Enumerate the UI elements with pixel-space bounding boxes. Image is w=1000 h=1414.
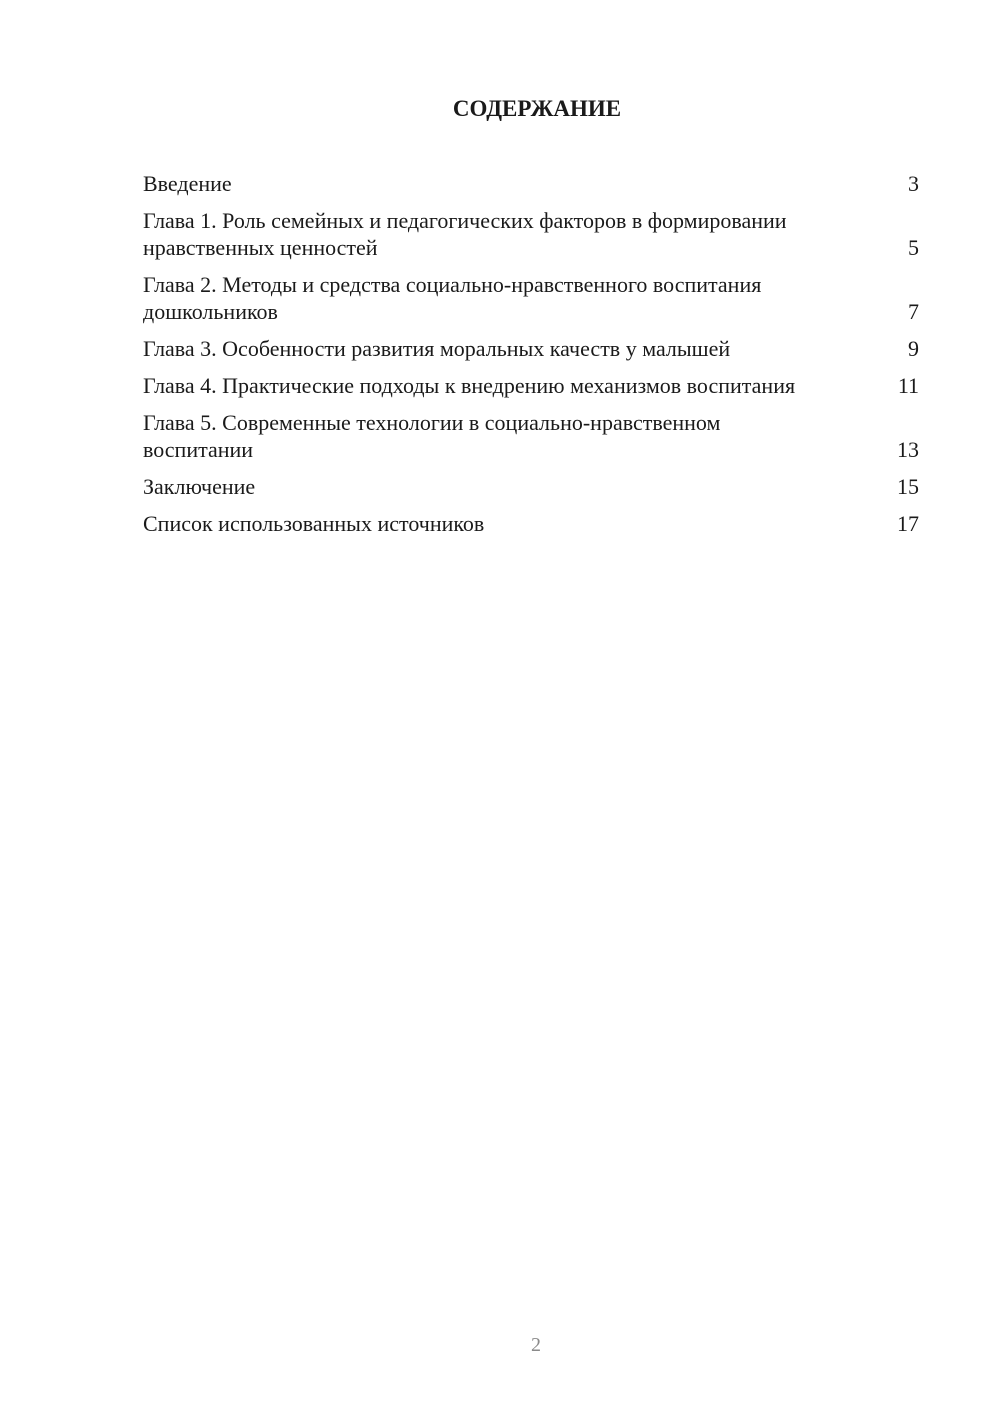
toc-entry-title: Глава 4. Практические подходы к внедрению механизмов воспитания xyxy=(143,373,796,398)
toc-entry-references xyxy=(143,510,919,537)
toc-entry-title: Глава 2. Методы и средства социально-нравственного воспитания дошкольников xyxy=(143,272,762,324)
toc-entry-page: 13 xyxy=(897,437,919,462)
toc-entry-chapter-2 xyxy=(143,271,919,325)
toc-entry-title: Список использованных источников xyxy=(143,511,485,536)
toc-entry-title: Глава 1. Роль семейных и педагогических факторов в формировании нравственных ценностей xyxy=(143,208,787,260)
toc-entry-chapter-1 xyxy=(143,207,919,261)
toc-entry-page: 17 xyxy=(897,511,919,536)
table-of-contents xyxy=(143,170,919,547)
toc-entry-page: 7 xyxy=(908,299,919,324)
toc-entry-introduction xyxy=(143,170,919,197)
toc-entry-title: Введение xyxy=(143,171,232,196)
toc-entry-page: 9 xyxy=(908,336,919,361)
page-title: СОДЕРЖАНИЕ xyxy=(452,96,622,121)
toc-entry-title: Заключение xyxy=(143,474,256,499)
toc-entry-chapter-5 xyxy=(143,409,919,463)
toc-entry-chapter-3 xyxy=(143,335,919,362)
toc-entry-chapter-4 xyxy=(143,372,919,399)
toc-entry-page: 15 xyxy=(897,474,919,499)
page-number: 2 xyxy=(531,1334,541,1356)
toc-entry-title: Глава 3. Особенности развития моральных качеств у малышей xyxy=(143,336,731,361)
toc-entry-conclusion xyxy=(143,473,919,500)
toc-entry-page: 11 xyxy=(897,373,919,398)
toc-entry-page: 5 xyxy=(908,235,919,260)
toc-entry-page: 3 xyxy=(908,171,919,196)
toc-entry-title: Глава 5. Современные технологии в социально-нравственном воспитании xyxy=(143,410,721,462)
